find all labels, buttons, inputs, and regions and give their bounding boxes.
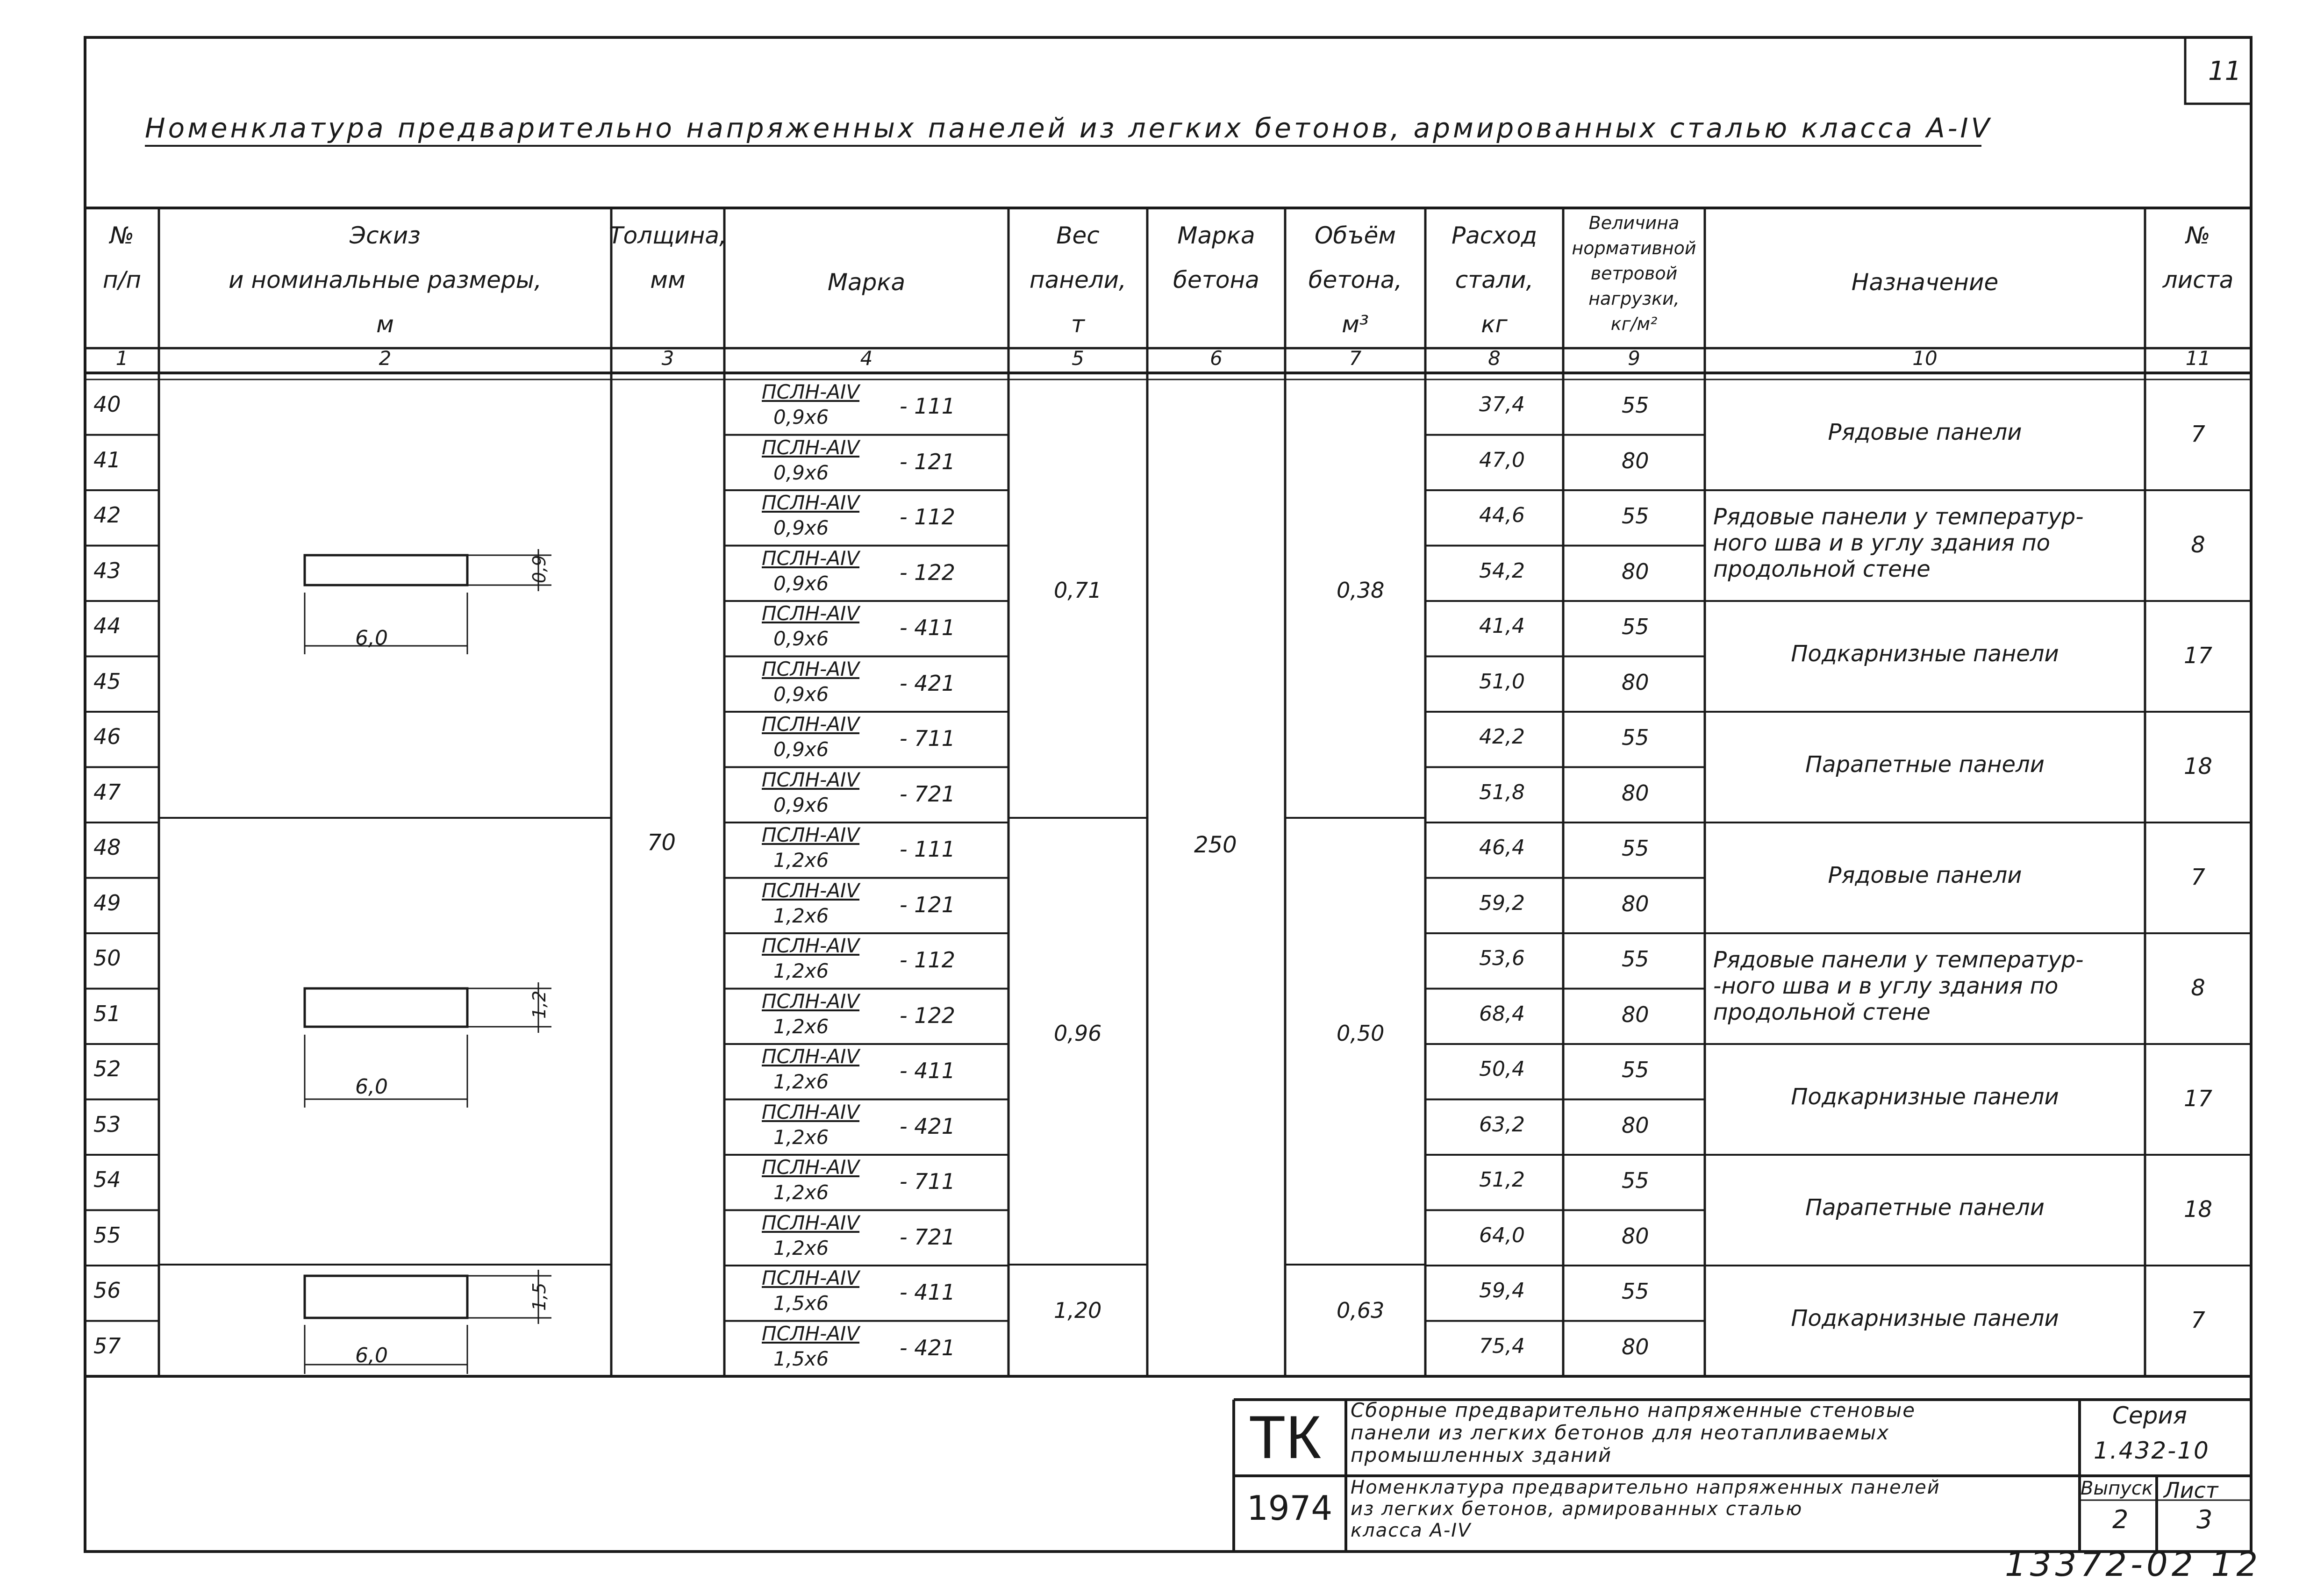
- steel-consumption: 63,2: [1479, 1112, 1525, 1137]
- row-number: 54: [93, 1167, 121, 1192]
- header-c6-line-1: бетона: [1173, 266, 1259, 293]
- mark-top: ПСЛН-АIV: [762, 1045, 860, 1068]
- row-number: 47: [93, 779, 121, 805]
- stamp-logo: ТК: [1249, 1403, 1322, 1471]
- row-number: 45: [93, 668, 121, 694]
- header-c5-line-1: панели,: [1029, 266, 1127, 293]
- mark-suffix: - 721: [900, 1224, 956, 1250]
- mark-bottom: 1,2x6: [773, 849, 829, 872]
- panel-sketch-1.2: [305, 988, 467, 1027]
- header-c8-line-2: кг: [1481, 311, 1508, 338]
- sheet-number: 17: [2183, 1085, 2213, 1112]
- header-c2-line-0: Эскиз: [350, 222, 421, 249]
- wind-load: 55: [1622, 946, 1649, 972]
- mark-suffix: - 111: [900, 837, 956, 862]
- wind-load: 55: [1622, 725, 1649, 750]
- row-number: 44: [93, 613, 121, 638]
- mark-bottom: 1,5x6: [773, 1347, 829, 1370]
- stamp-sheet-title-line: из легких бетонов, армированных сталью: [1351, 1498, 1803, 1520]
- mark-bottom: 1,2x6: [773, 959, 829, 982]
- steel-consumption: 47,0: [1479, 448, 1525, 472]
- sheet-corner-number: 11: [2208, 56, 2242, 86]
- mark-bottom: 0,9x6: [773, 793, 829, 816]
- mark-suffix: - 721: [900, 781, 956, 807]
- column-number-4: 4: [860, 347, 873, 370]
- column-number-5: 5: [1072, 347, 1084, 370]
- mark-bottom: 0,9x6: [773, 572, 829, 595]
- wind-load: 80: [1622, 558, 1649, 584]
- steel-consumption: 53,6: [1479, 946, 1525, 970]
- mark-top: ПСЛН-АIV: [762, 1100, 860, 1123]
- header-c9-line-2: ветровой: [1590, 263, 1678, 284]
- series-label: Серия: [2112, 1402, 2187, 1429]
- wind-load: 55: [1622, 1057, 1649, 1082]
- stamp-sheet-title-line: класса А-IV: [1351, 1520, 1472, 1541]
- row-number: 49: [93, 890, 121, 916]
- header-c3-line-1: мм: [650, 266, 686, 293]
- sketch-length: 6,0: [355, 1075, 388, 1099]
- steel-consumption: 37,4: [1479, 393, 1525, 416]
- wind-load: 80: [1622, 448, 1649, 473]
- row-number: 57: [93, 1333, 121, 1359]
- mark-bottom: 0,9x6: [773, 627, 829, 650]
- mark-suffix: - 122: [900, 1002, 956, 1028]
- stamp-description-line: Сборные предварительно напряженные стеновые: [1351, 1399, 1916, 1422]
- concrete-grade: 250: [1194, 832, 1237, 858]
- sketch-length: 6,0: [355, 1344, 388, 1367]
- sheet-label: Лист: [2164, 1478, 2218, 1503]
- stamp-sheet-title-line: Номенклатура предварительно напряженных панелей: [1351, 1477, 1940, 1498]
- mark-top: ПСЛН-АIV: [762, 546, 860, 570]
- header-c7-line-2: м³: [1342, 311, 1369, 338]
- steel-consumption: 51,2: [1479, 1168, 1525, 1192]
- mark-top: ПСЛН-АIV: [762, 602, 860, 625]
- mark-bottom: 0,9x6: [773, 406, 829, 429]
- wind-load: 55: [1622, 503, 1649, 529]
- mark-top: ПСЛН-АIV: [762, 657, 860, 680]
- header-c1-line-0: №: [109, 222, 135, 249]
- wind-load: 80: [1622, 669, 1649, 695]
- document-title: Номенклатура предварительно напряженных панелей из легких бетонов, армированных сталью класса А-IV: [145, 112, 1993, 144]
- purpose-text: Рядовые панели у температур-: [1713, 503, 2084, 530]
- mark-bottom: 1,2x6: [773, 1070, 829, 1093]
- header-c11-line-1: листа: [2162, 266, 2234, 293]
- header-c7-line-0: Объём: [1315, 222, 1396, 249]
- mark-bottom: 1,2x6: [773, 1015, 829, 1038]
- wind-load: 80: [1622, 1334, 1649, 1359]
- mark-top: ПСЛН-АIV: [762, 380, 860, 403]
- mark-top: ПСЛН-АIV: [762, 1322, 860, 1345]
- mark-top: ПСЛН-АIV: [762, 1266, 860, 1289]
- row-number: 41: [93, 447, 121, 472]
- header-c1-line-1: п/п: [102, 266, 142, 293]
- mark-top: ПСЛН-АIV: [762, 989, 860, 1013]
- mark-suffix: - 421: [900, 670, 956, 696]
- wind-load: 80: [1622, 1001, 1649, 1027]
- header-c2-line-1: и номинальные размеры,: [228, 266, 542, 293]
- mark-bottom: 1,2x6: [773, 1125, 829, 1149]
- steel-consumption: 42,2: [1479, 725, 1525, 749]
- sheet-number: 18: [2183, 1196, 2213, 1223]
- header-c5-line-2: т: [1071, 311, 1085, 338]
- mark-suffix: - 112: [900, 947, 956, 973]
- mark-top: ПСЛН-АIV: [762, 1211, 860, 1234]
- sheet-number: 7: [2191, 864, 2205, 890]
- sketch-length: 6,0: [355, 626, 388, 650]
- mark-suffix: - 711: [900, 726, 956, 751]
- row-number: 42: [93, 502, 121, 528]
- mark-suffix: - 711: [900, 1169, 956, 1194]
- column-number-1: 1: [115, 347, 129, 370]
- purpose-text: -ного шва и в углу здания по: [1713, 973, 2059, 999]
- row-number: 51: [93, 1001, 121, 1026]
- steel-consumption: 54,2: [1479, 558, 1525, 583]
- row-number: 50: [93, 945, 121, 971]
- purpose-text: Рядовые панели: [1828, 862, 2022, 888]
- steel-consumption: 44,6: [1479, 503, 1525, 527]
- row-number: 46: [93, 724, 121, 749]
- sheet-number: 17: [2183, 642, 2213, 669]
- purpose-text: Парапетные панели: [1805, 1194, 2045, 1221]
- panel-sketch-1.5: [305, 1276, 467, 1318]
- concrete-volume: 0,63: [1337, 1297, 1385, 1323]
- steel-consumption: 46,4: [1479, 836, 1525, 859]
- sketch-height: 1,2: [529, 990, 550, 1019]
- purpose-text: продольной стене: [1713, 556, 1931, 582]
- mark-suffix: - 411: [900, 1058, 956, 1083]
- panel-weight: 0,96: [1054, 1021, 1102, 1046]
- header-c9-line-0: Величина: [1588, 213, 1680, 233]
- panel-weight: 0,71: [1054, 578, 1102, 603]
- steel-consumption: 41,4: [1479, 614, 1525, 638]
- row-number: 53: [93, 1111, 121, 1137]
- steel-consumption: 64,0: [1479, 1223, 1525, 1247]
- mark-top: ПСЛН-АIV: [762, 436, 860, 459]
- column-number-6: 6: [1210, 347, 1223, 370]
- row-number: 55: [93, 1222, 121, 1248]
- series-value: 1.432-10: [2094, 1437, 2210, 1464]
- steel-consumption: 51,0: [1479, 669, 1525, 694]
- steel-consumption: 51,8: [1479, 780, 1525, 804]
- row-number: 48: [93, 835, 121, 860]
- mark-top: ПСЛН-АIV: [762, 934, 860, 957]
- mark-bottom: 1,2x6: [773, 904, 829, 927]
- mark-top: ПСЛН-АIV: [762, 491, 860, 514]
- header-c2-line-2: м: [376, 311, 394, 338]
- row-number: 52: [93, 1056, 121, 1081]
- mark-suffix: - 111: [900, 393, 956, 419]
- header-c9-line-1: нормативной: [1572, 238, 1696, 258]
- mark-top: ПСЛН-АIV: [762, 879, 860, 902]
- mark-suffix: - 122: [900, 559, 956, 585]
- sketch-height: 1,5: [529, 1282, 550, 1311]
- column-number-8: 8: [1488, 347, 1501, 370]
- wind-load: 80: [1622, 1112, 1649, 1138]
- wind-load: 55: [1622, 1168, 1649, 1193]
- mark-suffix: - 421: [900, 1335, 956, 1360]
- column-number-3: 3: [661, 347, 674, 370]
- concrete-volume: 0,50: [1337, 1021, 1385, 1046]
- wind-load: 80: [1622, 1223, 1649, 1249]
- wind-load: 80: [1622, 891, 1649, 916]
- header-c9-line-4: кг/м²: [1610, 314, 1658, 334]
- column-number-7: 7: [1349, 347, 1362, 370]
- row-number: 40: [93, 392, 121, 417]
- mark-top: ПСЛН-АIV: [762, 1156, 860, 1179]
- column-number-9: 9: [1628, 347, 1640, 370]
- mark-bottom: 0,9x6: [773, 461, 829, 484]
- sheet-value: 3: [2196, 1505, 2213, 1534]
- header-c3-line-0: Толщина,: [609, 222, 727, 249]
- mark-suffix: - 411: [900, 1280, 956, 1305]
- wind-load: 55: [1622, 1279, 1649, 1304]
- steel-consumption: 59,2: [1479, 891, 1525, 915]
- header-c9-line-3: нагрузки,: [1588, 288, 1680, 309]
- wind-load: 80: [1622, 780, 1649, 806]
- purpose-text: Рядовые панели: [1828, 419, 2022, 445]
- steel-consumption: 68,4: [1479, 1001, 1525, 1026]
- stamp-description-line: промышленных зданий: [1351, 1444, 1612, 1466]
- purpose-text: Подкарнизные панели: [1791, 1083, 2059, 1110]
- purpose-text: ного шва и в углу здания по: [1713, 529, 2051, 556]
- panel-sketch-0.9: [305, 555, 467, 585]
- mark-top: ПСЛН-АIV: [762, 713, 860, 736]
- header-c4-line-0: Марка: [827, 269, 906, 296]
- steel-consumption: 75,4: [1479, 1334, 1525, 1358]
- header-c8-line-0: Расход: [1451, 222, 1537, 249]
- wind-load: 55: [1622, 393, 1649, 418]
- stamp-description-line: панели из легких бетонов для неотапливаемых: [1351, 1421, 1890, 1444]
- header-c11-line-0: №: [2186, 222, 2210, 249]
- sketch-height: 0,9: [529, 555, 550, 583]
- mark-bottom: 0,9x6: [773, 682, 829, 706]
- steel-consumption: 59,4: [1479, 1279, 1525, 1302]
- purpose-text: Рядовые панели у температур-: [1713, 946, 2084, 973]
- mark-suffix: - 411: [900, 615, 956, 640]
- mark-suffix: - 121: [900, 892, 956, 917]
- mark-bottom: 0,9x6: [773, 516, 829, 539]
- sheet-number: 18: [2183, 753, 2213, 780]
- mark-top: ПСЛН-АIV: [762, 768, 860, 791]
- row-number: 56: [93, 1278, 121, 1303]
- purpose-text: продольной стене: [1713, 999, 1931, 1025]
- column-number-11: 11: [2185, 347, 2211, 370]
- panel-thickness: 70: [647, 830, 676, 856]
- wind-load: 55: [1622, 614, 1649, 639]
- sheet-number: 7: [2191, 421, 2205, 447]
- column-number-2: 2: [379, 347, 392, 370]
- concrete-volume: 0,38: [1337, 578, 1385, 603]
- archive-number: 13372-02 12: [2005, 1545, 2262, 1584]
- mark-bottom: 1,2x6: [773, 1236, 829, 1259]
- row-number: 43: [93, 558, 121, 583]
- header-c6-line-0: Марка: [1177, 222, 1255, 249]
- steel-consumption: 50,4: [1479, 1057, 1525, 1081]
- purpose-text: Парапетные панели: [1805, 751, 2045, 778]
- mark-top: ПСЛН-АIV: [762, 823, 860, 846]
- wind-load: 55: [1622, 836, 1649, 861]
- sheet-number: 7: [2191, 1307, 2205, 1333]
- mark-bottom: 1,2x6: [773, 1181, 829, 1204]
- header-c7-line-1: бетона,: [1308, 266, 1402, 293]
- mark-suffix: - 421: [900, 1113, 956, 1139]
- stamp-year: 1974: [1247, 1488, 1333, 1528]
- header-c8-line-1: стали,: [1455, 266, 1534, 293]
- mark-suffix: - 121: [900, 449, 956, 474]
- purpose-text: Подкарнизные панели: [1791, 640, 2059, 667]
- purpose-text: Подкарнизные панели: [1791, 1305, 2059, 1331]
- sheet-number: 8: [2191, 974, 2205, 1001]
- issue-value: 2: [2112, 1505, 2129, 1534]
- panel-weight: 1,20: [1054, 1297, 1102, 1323]
- header-c5-line-0: Вес: [1056, 222, 1100, 249]
- column-number-10: 10: [1912, 347, 1938, 370]
- mark-bottom: 1,5x6: [773, 1292, 829, 1315]
- header-c10-line-0: Назначение: [1851, 269, 1999, 296]
- issue-label: Выпуск: [2081, 1478, 2153, 1499]
- mark-suffix: - 112: [900, 504, 956, 529]
- mark-bottom: 0,9x6: [773, 738, 829, 761]
- sheet-number: 8: [2191, 531, 2205, 558]
